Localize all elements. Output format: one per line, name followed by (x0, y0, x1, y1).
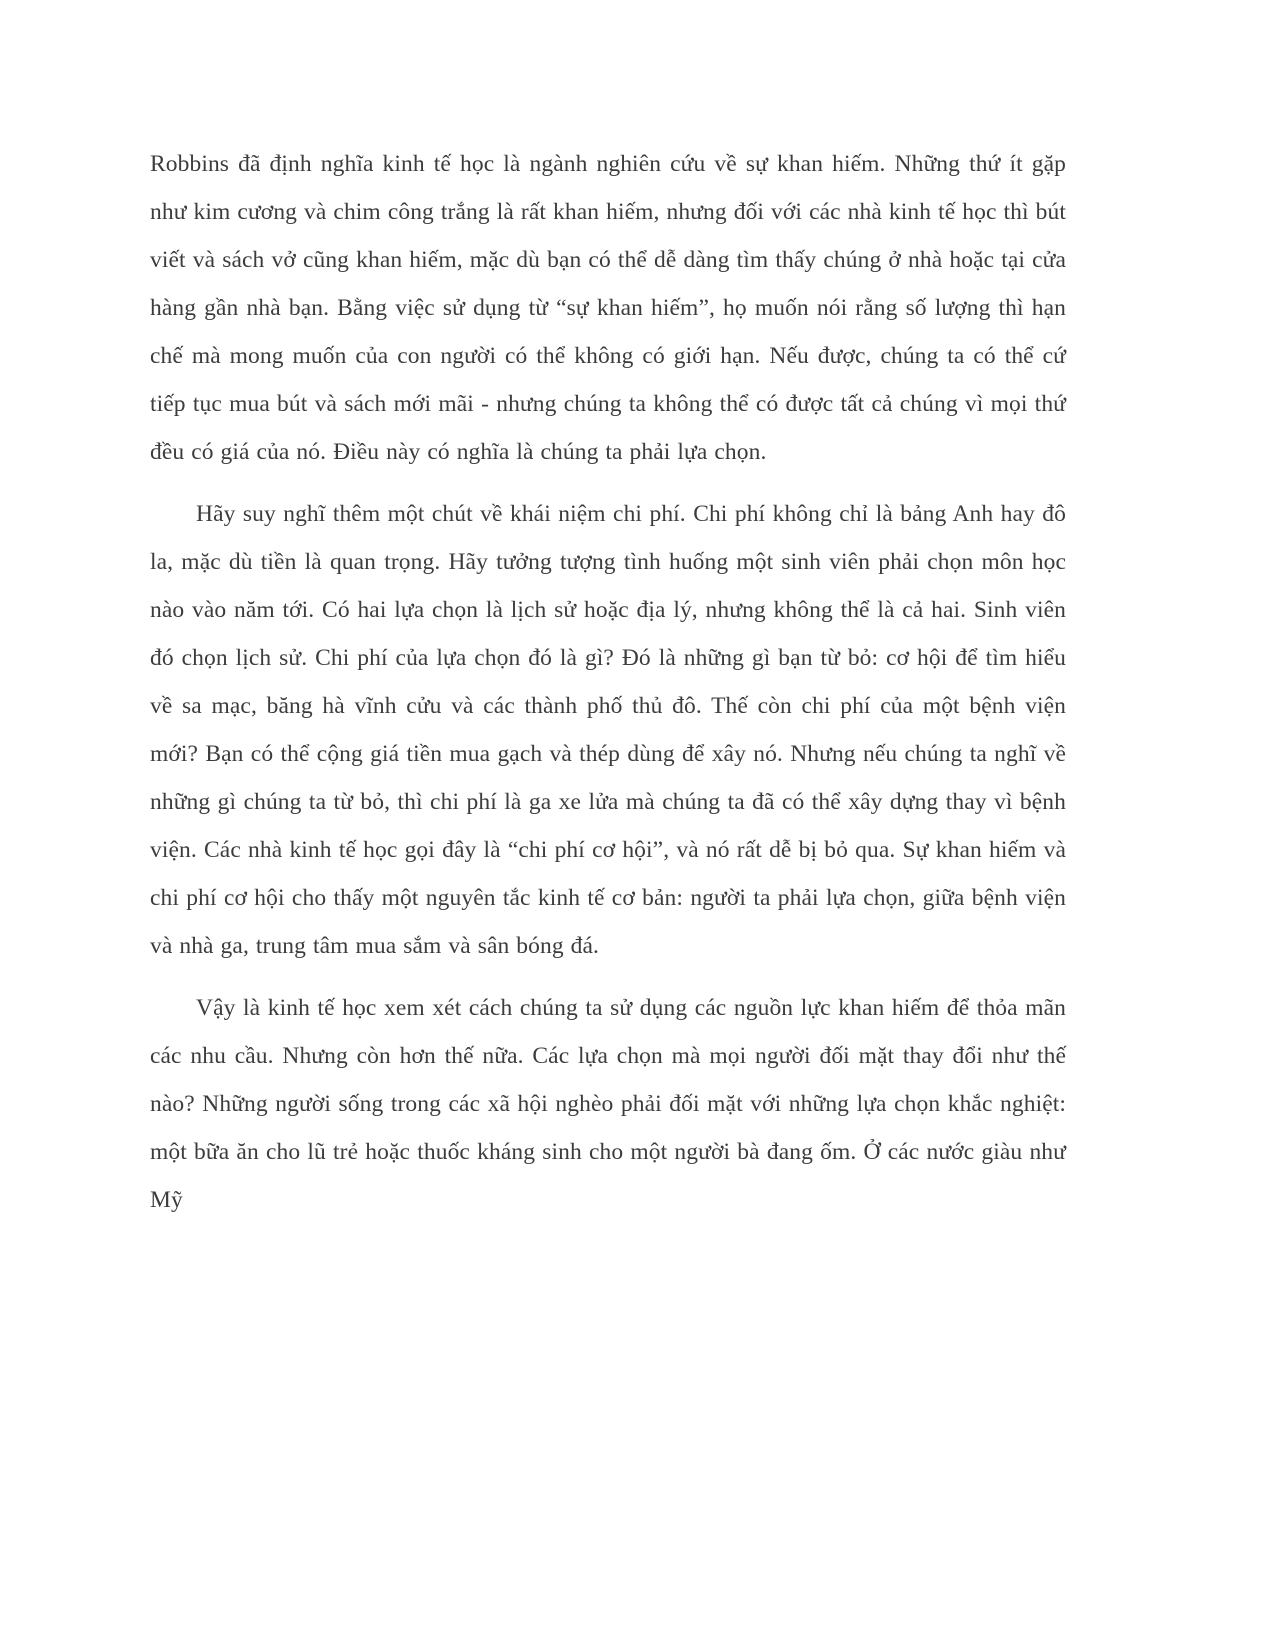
text-column (150, 140, 1066, 1238)
paragraph-scarcity-definition: Robbins đã định nghĩa kinh tế học là ngành nghiên cứu về sự khan hiếm. Những thứ ít gặp như kim cương và chim công trắng là rất khan hiếm, nhưng đối với các nhà kinh tế học thì bút viết và sách vở cũng khan hiếm, mặc dù bạn có thể dễ dàng tìm thấy chúng ở nhà hoặc tại cửa hàng gần nhà bạn. Bằng việc sử dụng từ “sự khan hiếm”, họ muốn nói rằng số lượng thì hạn chế mà mong muốn của con người có thể không có giới hạn. Nếu được, chúng ta có thể cứ tiếp tục mua bút và sách mới mãi - nhưng chúng ta không thể có được tất cả chúng vì mọi thứ đều có giá của nó. Điều này có nghĩa là chúng ta phải lựa chọn. (150, 151, 1066, 465)
paragraph-resource-choices: Vậy là kinh tế học xem xét cách chúng ta sử dụng các nguồn lực khan hiếm để thỏa mãn các nhu cầu. Nhưng còn hơn thế nữa. Các lựa chọn mà mọi người đối mặt thay đổi như thế nào? Những người sống trong các xã hội nghèo phải đối mặt với những lựa chọn khắc nghiệt: một bữa ăn cho lũ trẻ hoặc thuốc kháng sinh cho một người bà đang ốm. Ở các nước giàu như Mỹ (150, 995, 1066, 1213)
paragraph-cost-concept: Hãy suy nghĩ thêm một chút về khái niệm chi phí. Chi phí không chỉ là bảng Anh hay đô la, mặc dù tiền là quan trọng. Hãy tưởng tượng tình huống một sinh viên phải chọn môn học nào vào năm tới. Có hai lựa chọn là lịch sử hoặc địa lý, nhưng không thể là cả hai. Sinh viên đó chọn lịch sử. Chi phí của lựa chọn đó là gì? Đó là những gì bạn từ bỏ: cơ hội để tìm hiểu về sa mạc, băng hà vĩnh cửu và các thành phố thủ đô. Thế còn chi phí của một bệnh viện mới? Bạn có thể cộng giá tiền mua gạch và thép dùng để xây nó. Nhưng nếu chúng ta nghĩ về những gì chúng ta từ bỏ, thì chi phí là ga xe lửa mà chúng ta đã có thể xây dựng thay vì bệnh viện. Các nhà kinh tế học gọi đây là “chi phí cơ hội”, và nó rất dễ bị bỏ qua. Sự khan hiếm và chi phí cơ hội cho thấy một nguyên tắc kinh tế cơ bản: người ta phải lựa chọn, giữa bệnh viện và nhà ga, trung tâm mua sắm và sân bóng đá. (150, 501, 1066, 959)
